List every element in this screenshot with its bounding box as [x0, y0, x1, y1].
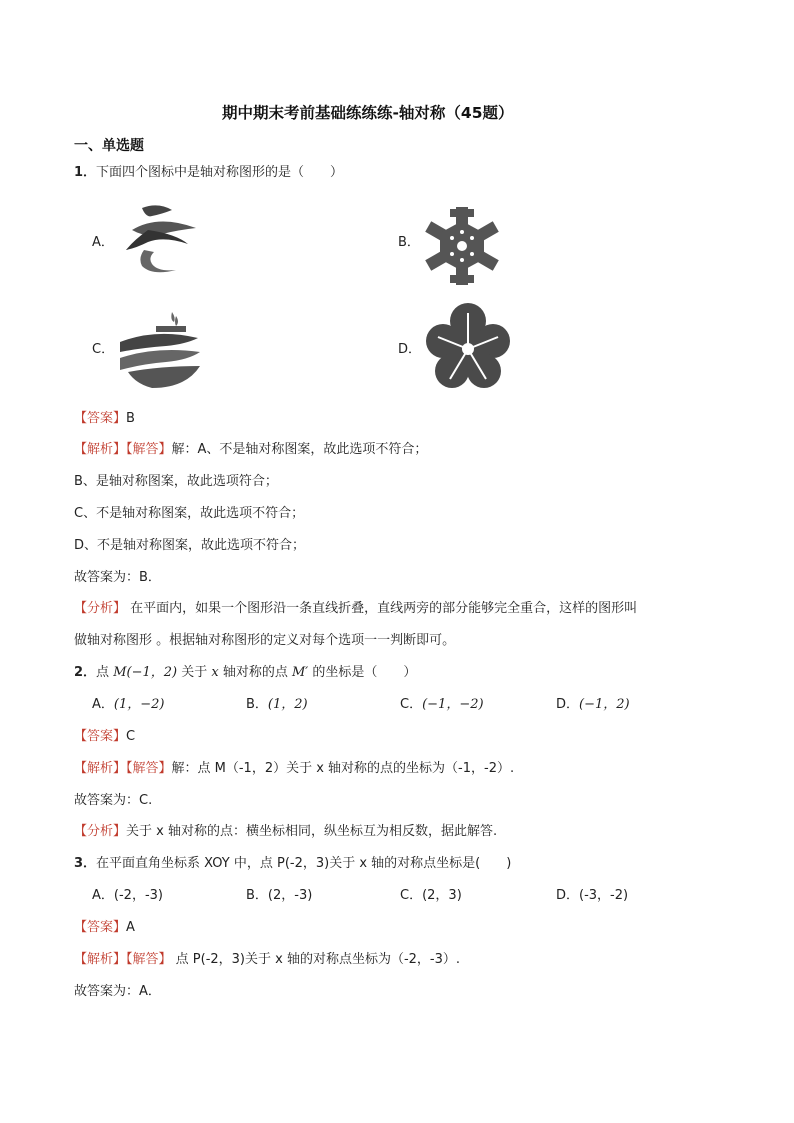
analysis-text: 解：点 M（-1，2）关于 x 轴对称的点的坐标为（-1，-2）.: [171, 761, 515, 776]
option-a-label[interactable]: A．: [92, 235, 114, 250]
stem-text: 点: [96, 665, 114, 680]
analysis-line: B、是轴对称图案，故此选项符合；: [74, 474, 278, 489]
option-d[interactable]: [556, 889, 628, 902]
answer-tag: 【答案】: [74, 920, 127, 935]
question-number: 3．: [74, 856, 97, 871]
question-text: 下面四个图标中是轴对称图形的是（ ）: [96, 165, 344, 180]
fenxi-tag: 【分析】: [74, 824, 127, 839]
analysis-text: 解：A、不是轴对称图案，故此选项不符合；: [171, 442, 428, 457]
analysis-line: [74, 953, 460, 966]
question-text: 在平面直角坐标系 XOY 中，点 P(-2，3)关于 x 轴的对称点坐标是( ): [96, 856, 512, 871]
snowflake-logo-icon: [422, 205, 502, 287]
fenxi-text: 关于 x 轴对称的点：横坐标相同，纵坐标互为相反数，据此解答.: [126, 824, 498, 839]
option-value: (−1，−2): [422, 697, 484, 712]
option-d[interactable]: [556, 698, 630, 711]
fenxi-tag: 【分析】: [74, 601, 127, 616]
option-value: (-2，-3): [113, 888, 163, 903]
option-c[interactable]: [400, 889, 462, 902]
stem-text: 轴对称的点: [218, 665, 292, 680]
math-expr: M′: [291, 665, 309, 680]
question-1-stem: [74, 166, 343, 179]
question-number: 2．: [74, 665, 97, 680]
answer-line: [74, 412, 135, 425]
option-label: D．: [556, 888, 580, 903]
option-b-label[interactable]: B．: [398, 235, 420, 250]
option-value: (1，−2): [113, 697, 165, 712]
fenxi-text: 在平面内，如果一个图形沿一条直线折叠，直线两旁的部分能够完全重合，这样的图形叫: [126, 601, 638, 616]
analysis-text: 点 P(-2，3)关于 x 轴的对称点坐标为（-2，-3）.: [171, 952, 461, 967]
option-label: B．: [246, 697, 268, 712]
answer-value: C: [126, 729, 136, 744]
option-label: A．: [92, 697, 114, 712]
option-b[interactable]: [246, 698, 308, 711]
section-heading: 一、单选题: [74, 138, 144, 154]
stem-text: 关于: [177, 665, 212, 680]
conclusion-line: 故答案为：C.: [74, 793, 153, 808]
option-label: C．: [400, 888, 423, 903]
conclusion-line: 故答案为：A．: [74, 984, 161, 999]
analysis-tag: 【解析】【解答】: [74, 952, 172, 967]
option-b[interactable]: [246, 889, 312, 902]
fenxi-line: 做轴对称图形 。根据轴对称图形的定义对每个选项一一判断即可。: [74, 633, 456, 648]
analysis-line: [74, 443, 427, 456]
analysis-tag: 【解析】【解答】: [74, 761, 172, 776]
question-3-stem: [74, 857, 511, 870]
analysis-tag: 【解析】【解答】: [74, 442, 172, 457]
plum-blossom-logo-icon: [426, 303, 510, 391]
option-c[interactable]: [400, 698, 484, 711]
option-label: C．: [400, 697, 423, 712]
math-expr: M(−1，2): [113, 665, 178, 680]
answer-value: B: [126, 411, 135, 426]
option-value: (1，2): [267, 697, 308, 712]
conclusion-line: 故答案为：B．: [74, 570, 161, 585]
ribbon-logo-icon: [118, 200, 200, 282]
option-d-label[interactable]: D．: [398, 342, 422, 357]
option-value: (-3，-2): [579, 888, 629, 903]
stem-text: 的坐标是（ ）: [308, 665, 417, 680]
answer-tag: 【答案】: [74, 411, 127, 426]
great-wall-logo-icon: [116, 308, 204, 392]
option-label: A．: [92, 888, 114, 903]
question-number: 1．: [74, 165, 97, 180]
option-a[interactable]: [92, 889, 163, 902]
analysis-line: [74, 762, 514, 775]
option-value: (2，3): [422, 888, 462, 903]
answer-tag: 【答案】: [74, 729, 127, 744]
fenxi-line: [74, 825, 497, 838]
page-title: 期中期末考前基础练练练-轴对称（45题）: [222, 104, 514, 122]
math-expr: x: [211, 665, 219, 680]
option-label: B．: [246, 888, 268, 903]
option-a[interactable]: [92, 698, 165, 711]
analysis-line: D、不是轴对称图案，故此选项不符合；: [74, 538, 306, 553]
option-c-label[interactable]: C．: [92, 342, 115, 357]
fenxi-line: [74, 602, 637, 615]
option-value: (−1，2): [579, 697, 630, 712]
answer-line: [74, 921, 135, 934]
option-value: (2，-3): [267, 888, 313, 903]
option-label: D．: [556, 697, 580, 712]
answer-value: A: [126, 920, 135, 935]
question-2-stem: [74, 666, 416, 679]
analysis-line: C、不是轴对称图案，故此选项不符合；: [74, 506, 305, 521]
answer-line: [74, 730, 135, 743]
